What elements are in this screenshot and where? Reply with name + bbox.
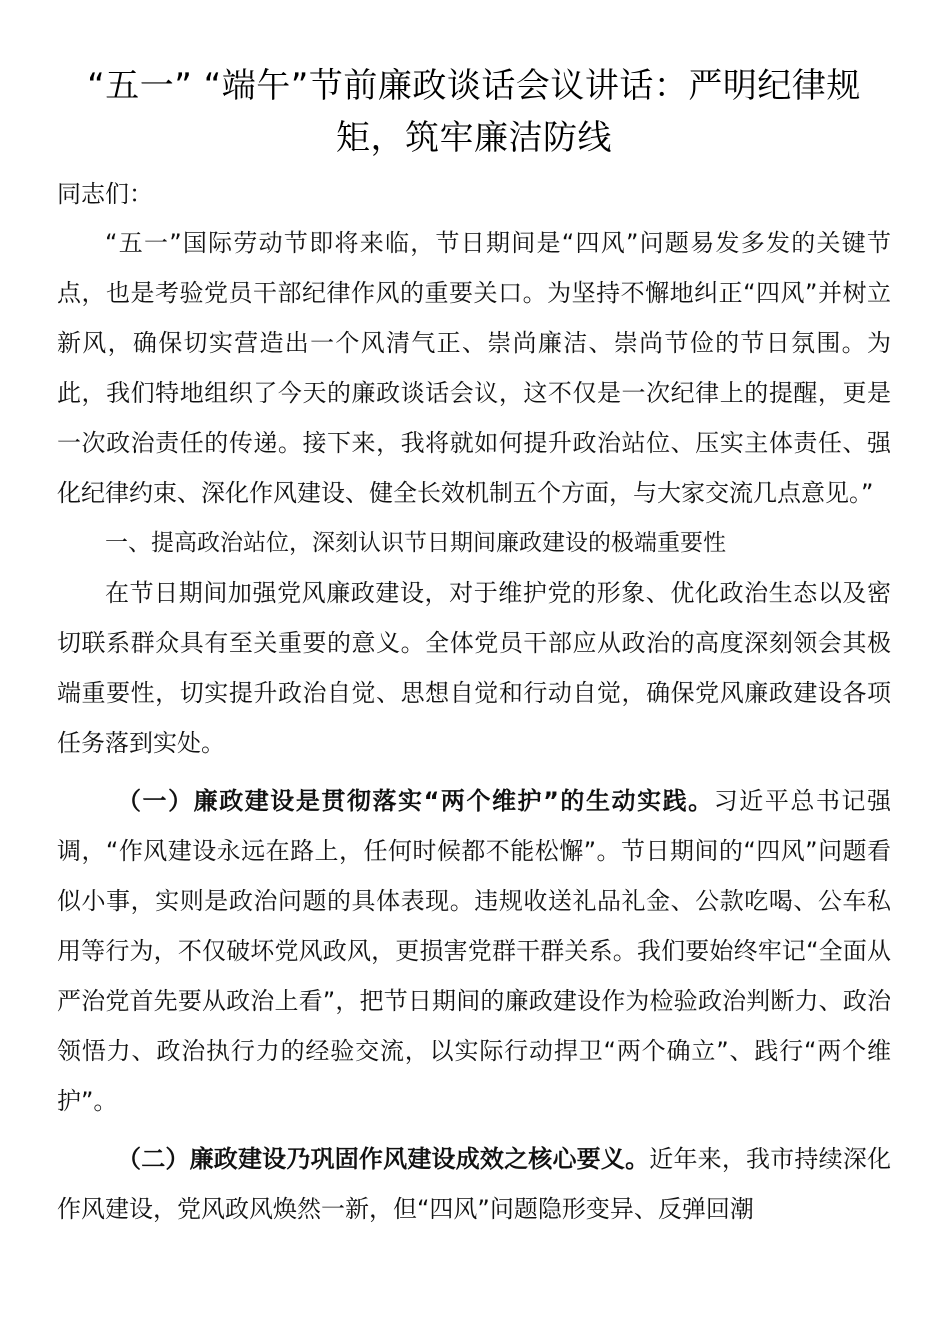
subsection-1-lead: （一）廉政建设是贯彻落实“两个维护”的生动实践。: [117, 787, 714, 815]
section-heading-1: 一、提高政治站位，深刻认识节日期间廉政建设的极端重要性: [105, 530, 726, 556]
subsection-1-body: 习近平总书记强调，“作风建设永远在路上，任何时候都不能松懈”。节日期间的“四风”问题看似小事，实则是政治问题的具体表现。违规收送礼品礼金、公款吃喝、公车私用等行为，不仅破坏党风政风，更损害党群干群关系。我们要始终牢记“全面从严治党首先要从政治上看”，把节日期间的廉政建设作为检验政治判断力、政治领悟力、政治执行力的经验交流，以实际行动捍卫“两个确立”、践行“两个维护”。: [57, 787, 892, 1115]
subsection-2-body: 近年来，我市持续深化作风建设，党风政风焕然一新，但“四风”问题隐形变异、反弹回潮: [57, 1145, 892, 1223]
document-title: “五一” “端午”节前廉政谈话会议讲话：严明纪律规矩，筑牢廉洁防线: [87, 66, 861, 158]
salutation: 同志们：: [57, 180, 153, 208]
subsection-2-lead: （二）廉政建设乃巩固作风建设成效之核心要义。: [117, 1145, 650, 1173]
document-page: [57, 60, 891, 1234]
section-1-paragraph: 在节日期间加强党风廉政建设，对于维护党的形象、优化政治生态以及密切联系群众具有至关重要的意义。全体党员干部应从政治的高度深刻领会其极端重要性，切实提升政治自觉、思想自觉和行动自觉，确保党风廉政建设各项任务落到实处。: [57, 579, 891, 757]
subsection-1-paragraph: [57, 776, 891, 1126]
subsection-2-paragraph: [57, 1134, 891, 1234]
intro-paragraph: “五一”国际劳动节即将来临，节日期间是“四风”问题易发多发的关键节点，也是考验党员干部纪律作风的重要关口。为坚持不懈地纠正“四风”并树立新风，确保切实营造出一个风清气正、崇尚廉洁、崇尚节俭的节日氛围。为此，我们特地组织了今天的廉政谈话会议，这不仅是一次纪律上的提醒，更是一次政治责任的传递。接下来，我将就如何提升政治站位、压实主体责任、强化纪律约束、深化作风建设、健全长效机制五个方面，与大家交流几点意见。”: [57, 229, 891, 507]
